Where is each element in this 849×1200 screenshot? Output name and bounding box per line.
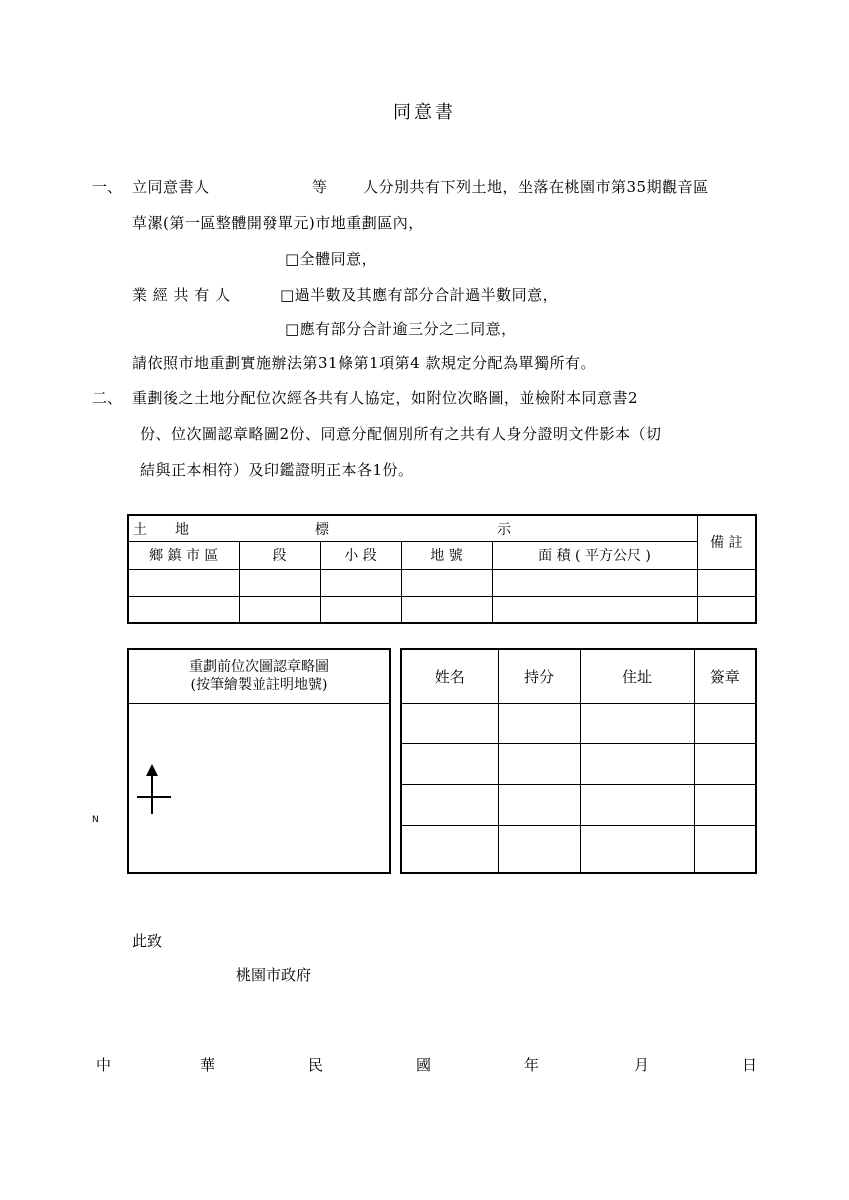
header-char-1: 土 xyxy=(133,522,147,538)
table-cell[interactable] xyxy=(320,569,401,596)
date-char-hua: 華 xyxy=(200,1056,216,1074)
table-cell[interactable] xyxy=(498,785,580,826)
table-cell[interactable] xyxy=(239,569,320,596)
section1-line2: 草漯(第一區整體開發單元)市地重劃區內， xyxy=(132,214,424,232)
header-char-2: 地 xyxy=(175,522,189,538)
position-sketch-box xyxy=(127,648,391,874)
col-area: 面 積 ( 平方公尺 ) xyxy=(492,541,697,569)
col-subsection: 小 段 xyxy=(320,541,401,569)
table-cell[interactable] xyxy=(580,785,694,826)
col-section: 段 xyxy=(239,541,320,569)
table-cell[interactable] xyxy=(694,744,756,785)
table-cell[interactable] xyxy=(401,569,492,596)
table-cell[interactable] xyxy=(401,825,498,873)
table-cell[interactable] xyxy=(580,825,694,873)
section2-line1: 重劃後之土地分配位次經各共有人協定，如附位次略圖，並檢附本同意書2 xyxy=(132,389,639,407)
table-cell[interactable] xyxy=(128,596,239,623)
table-cell[interactable] xyxy=(580,744,694,785)
table-cell[interactable] xyxy=(401,744,498,785)
table-cell[interactable] xyxy=(694,703,756,744)
salutation: 此致 xyxy=(132,932,163,950)
sketch-title-line2: (按筆繪製並註明地號) xyxy=(190,677,328,693)
option-majority-agree: □過半數及其應有部分合計過半數同意， xyxy=(280,286,559,304)
col-name: 姓名 xyxy=(401,649,498,703)
table-cell[interactable] xyxy=(498,825,580,873)
land-table-header xyxy=(128,515,697,541)
table-cell[interactable] xyxy=(401,703,498,744)
table-row xyxy=(401,825,756,873)
date-char-year: 年 xyxy=(524,1056,540,1074)
table-cell[interactable] xyxy=(694,785,756,826)
table-cell[interactable] xyxy=(320,596,401,623)
table-row xyxy=(128,569,756,596)
section2-line2: 份、位次圖認章略圖2份、同意分配個別所有之共有人身分證明文件影本（切 xyxy=(140,425,662,443)
sketch-drawing-area[interactable] xyxy=(129,704,389,872)
document-title: 同意書 xyxy=(393,102,456,123)
table-cell[interactable] xyxy=(580,703,694,744)
land-table xyxy=(127,514,757,624)
option-two-thirds-agree: □應有部分合計逾三分之二同意， xyxy=(285,320,517,338)
date-char-guo: 國 xyxy=(416,1056,432,1074)
owners-table xyxy=(400,648,757,874)
header-char-3: 標 xyxy=(315,522,329,538)
section1-number: 一、 xyxy=(92,178,123,196)
date-char-month: 月 xyxy=(634,1056,650,1074)
table-cell[interactable] xyxy=(492,596,697,623)
recipient: 桃園市政府 xyxy=(236,966,312,984)
table-cell[interactable] xyxy=(239,596,320,623)
owners-label: 業 經 共 有 人 xyxy=(132,286,231,304)
section2-line3: 結與正本相符）及印鑑證明正本各1份。 xyxy=(140,461,414,479)
north-arrow-crossbar xyxy=(137,796,171,798)
date-char-zhong: 中 xyxy=(96,1056,112,1074)
table-cell[interactable] xyxy=(697,596,756,623)
table-row xyxy=(401,744,756,785)
table-cell[interactable] xyxy=(697,569,756,596)
north-arrow-shaft xyxy=(151,772,153,814)
col-lot-number: 地 號 xyxy=(401,541,492,569)
col-township: 鄉 鎮 市 區 xyxy=(128,541,239,569)
section1-line1-end: 人分別共有下列土地，坐落在桃園市第35期觀音區 xyxy=(363,178,709,196)
table-cell[interactable] xyxy=(128,569,239,596)
north-label: N xyxy=(92,815,99,825)
table-row xyxy=(401,785,756,826)
remarks-header: 備 註 xyxy=(697,515,756,569)
header-char-4: 示 xyxy=(497,522,511,538)
col-share: 持分 xyxy=(498,649,580,703)
section2-number: 二、 xyxy=(92,389,123,407)
table-cell[interactable] xyxy=(401,596,492,623)
section1-line1-deng: 等 xyxy=(312,178,328,196)
table-cell[interactable] xyxy=(492,569,697,596)
table-cell[interactable] xyxy=(694,825,756,873)
option-all-agree: □全體同意， xyxy=(285,250,378,268)
date-char-day: 日 xyxy=(742,1056,758,1074)
table-cell[interactable] xyxy=(498,703,580,744)
section1-final-line: 請依照市地重劃實施辦法第31條第1項第4 款規定分配為單獨所有。 xyxy=(132,354,596,372)
table-row xyxy=(401,703,756,744)
date-char-min: 民 xyxy=(308,1056,324,1074)
table-cell[interactable] xyxy=(498,744,580,785)
table-cell[interactable] xyxy=(401,785,498,826)
sketch-title-line1: 重劃前位次圖認章略圖 xyxy=(189,659,329,675)
col-signature: 簽章 xyxy=(694,649,756,703)
table-row xyxy=(128,596,756,623)
sketch-header xyxy=(129,650,389,704)
section1-line1-start: 立同意書人 xyxy=(132,178,210,196)
col-address: 住址 xyxy=(580,649,694,703)
